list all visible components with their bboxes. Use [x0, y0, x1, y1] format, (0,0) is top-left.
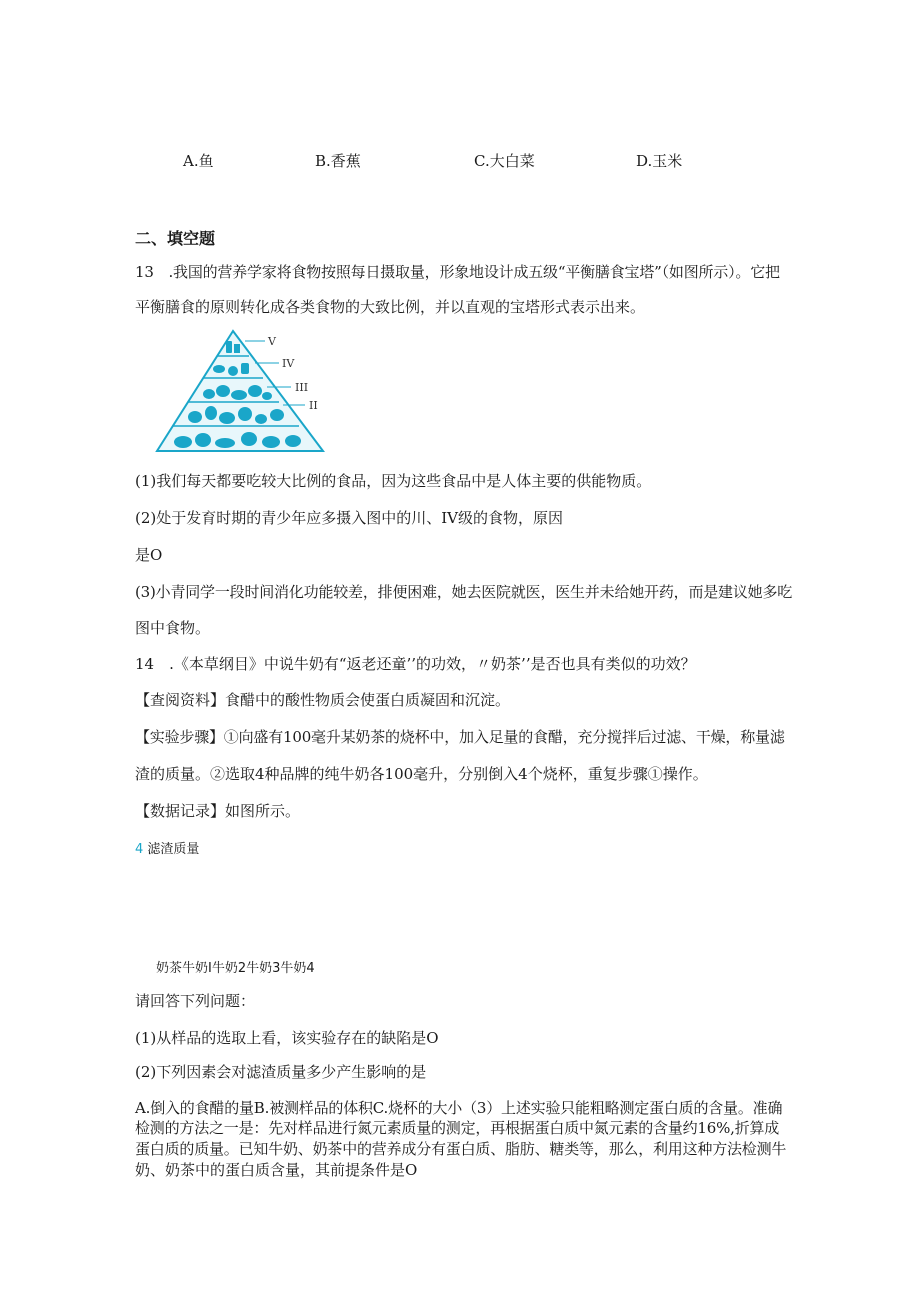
- q13-line1: 13 .我国的营养学家将食物按照每日摄取量，形象地设计成五级“平衡膳食宝塔”（如图所示）。它把: [135, 263, 780, 281]
- food-pyramid-figure: [155, 325, 335, 460]
- q14-a1: (1)从样品的选取上看，该实验存在的缺陷是O: [135, 1029, 439, 1047]
- pyramid-label-ii: II: [309, 399, 318, 412]
- option-c: C.大白菜: [474, 152, 535, 170]
- q14-a3-line3: 蛋白质的质量。已知牛奶、奶茶中的营养成分有蛋白质、脂肪、糖类等，那么，利用这种方法检测牛: [135, 1140, 787, 1158]
- q14-a3-line4: 奶、奶茶中的蛋白质含量，其前提条件是O: [135, 1161, 418, 1179]
- pyramid-label-v: V: [268, 335, 276, 348]
- q13-s1: (1)我们每天都要吃较大比例的食品，因为这些食品中是人体主要的供能物质。: [135, 472, 652, 490]
- q14-line1: 14 .《本草纲目》中说牛奶有“返老还童’’的功效，〃奶茶’’是否也具有类似的功效？: [135, 655, 696, 673]
- q13-line2: 平衡膳食的原则转化成各类食物的大致比例，并以直观的宝塔形式表示出来。: [135, 298, 646, 316]
- q14-step1: 【实验步骤】①向盛有100毫升某奶茶的烧杯中，加入足量的食醋，充分搅拌后过滤、干燥，称量滤: [135, 728, 785, 746]
- option-a: A.鱼: [183, 152, 214, 170]
- option-d: D.玉米: [636, 152, 683, 170]
- section-title: 二、填空题: [135, 229, 216, 248]
- chart-y-axis: [135, 838, 199, 857]
- chart-y-label: 滤渣质量: [147, 842, 200, 857]
- chart-x-labels: 奶茶牛奶I牛奶2牛奶3牛奶4: [156, 961, 315, 976]
- pyramid-label-iii: III: [295, 381, 309, 394]
- q14-ref: 【查阅资料】食醋中的酸性物质会使蛋白质凝固和沉淀。: [135, 691, 511, 709]
- q14-step2: 渣的质量。②选取4种品牌的纯牛奶各100毫升，分别倒入4个烧杯，重复步骤①操作。: [135, 765, 708, 783]
- q13-s2b: 是O: [135, 546, 163, 564]
- q13-s2a: (2)处于发育时期的青少年应多摄入图中的川、IV级的食物，原因: [135, 509, 564, 527]
- q13-s3b: 图中食物。: [135, 619, 211, 637]
- q14-a3-line2: 检测的方法之一是：先对样品进行氮元素质量的测定，再根据蛋白质中氮元素的含量约16%,折算成: [135, 1119, 780, 1137]
- chart-y-value: 4: [135, 842, 144, 857]
- pyramid-label-iv: IV: [282, 357, 295, 370]
- q14-a3-line1: A.倒入的食醋的量B.被测样品的体积C.烧杯的大小（3）上述实验只能粗略测定蛋白质的含量。准确: [135, 1099, 783, 1117]
- q13-s3a: (3)小青同学一段时间消化功能较差，排便困难，她去医院就医，医生并未给她开药，而是建议她多吃: [135, 583, 793, 601]
- q14-a2: (2)下列因素会对滤渣质量多少产生影响的是: [135, 1063, 427, 1081]
- q14-data-record: 【数据记录】如图所示。: [135, 802, 301, 820]
- option-b: B.香蕉: [315, 152, 361, 170]
- q14-ask: 请回答下列问题：: [135, 992, 256, 1010]
